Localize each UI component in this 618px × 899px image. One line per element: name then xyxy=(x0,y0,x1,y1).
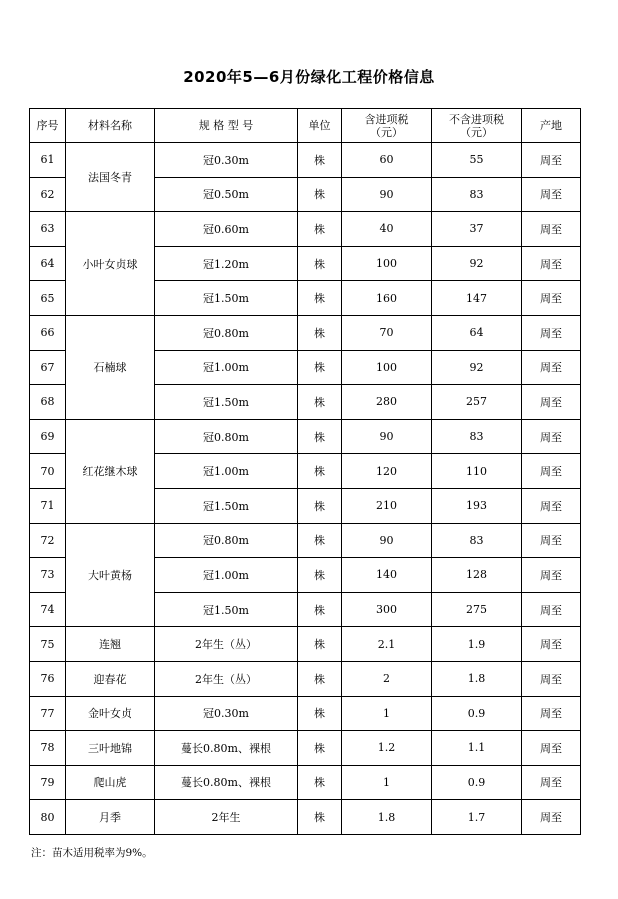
header-unit: 单位 xyxy=(298,109,342,143)
cell-price-notax: 128 xyxy=(432,558,522,593)
table-header-row xyxy=(30,109,581,143)
cell-price-notax: 275 xyxy=(432,592,522,627)
cell-seq: 64 xyxy=(30,246,66,281)
cell-origin: 周至 xyxy=(522,143,581,178)
cell-spec: 蔓长0.80m、裸根 xyxy=(155,731,298,766)
cell-spec: 冠1.00m xyxy=(155,454,298,489)
cell-origin: 周至 xyxy=(522,765,581,800)
cell-price-tax: 160 xyxy=(342,281,432,316)
cell-spec: 冠0.80m xyxy=(155,419,298,454)
cell-spec: 2年生 xyxy=(155,800,298,835)
cell-unit: 株 xyxy=(298,523,342,558)
cell-price-notax: 257 xyxy=(432,385,522,420)
cell-spec: 冠1.50m xyxy=(155,592,298,627)
table-row xyxy=(30,523,581,558)
cell-origin: 周至 xyxy=(522,488,581,523)
cell-unit: 株 xyxy=(298,212,342,247)
cell-seq: 74 xyxy=(30,592,66,627)
cell-seq: 70 xyxy=(30,454,66,489)
cell-price-tax: 100 xyxy=(342,350,432,385)
cell-price-notax: 83 xyxy=(432,177,522,212)
header-price-tax-line1: 含进项税 xyxy=(364,112,409,126)
cell-seq: 71 xyxy=(30,488,66,523)
cell-price-tax: 90 xyxy=(342,523,432,558)
cell-name: 法国冬青 xyxy=(66,143,155,212)
cell-spec: 冠1.50m xyxy=(155,385,298,420)
cell-seq: 63 xyxy=(30,212,66,247)
table-row xyxy=(30,696,581,731)
cell-seq: 77 xyxy=(30,696,66,731)
cell-origin: 周至 xyxy=(522,246,581,281)
cell-price-notax: 0.9 xyxy=(432,696,522,731)
cell-seq: 62 xyxy=(30,177,66,212)
cell-seq: 67 xyxy=(30,350,66,385)
cell-unit: 株 xyxy=(298,419,342,454)
cell-name: 大叶黄杨 xyxy=(66,523,155,627)
cell-origin: 周至 xyxy=(522,454,581,489)
cell-unit: 株 xyxy=(298,627,342,662)
cell-unit: 株 xyxy=(298,696,342,731)
cell-unit: 株 xyxy=(298,488,342,523)
cell-seq: 69 xyxy=(30,419,66,454)
table-row xyxy=(30,765,581,800)
table-row xyxy=(30,661,581,696)
header-price-notax-line2: （元） xyxy=(460,125,493,139)
cell-price-tax: 1 xyxy=(342,765,432,800)
cell-spec: 冠1.50m xyxy=(155,488,298,523)
cell-seq: 79 xyxy=(30,765,66,800)
cell-price-tax: 100 xyxy=(342,246,432,281)
table-row xyxy=(30,800,581,835)
cell-price-notax: 193 xyxy=(432,488,522,523)
cell-seq: 65 xyxy=(30,281,66,316)
header-spec: 规 格 型 号 xyxy=(155,109,298,143)
header-name: 材料名称 xyxy=(66,109,155,143)
header-price-notax xyxy=(432,109,522,143)
cell-unit: 株 xyxy=(298,731,342,766)
cell-price-tax: 140 xyxy=(342,558,432,593)
cell-unit: 株 xyxy=(298,143,342,178)
cell-seq: 61 xyxy=(30,143,66,178)
cell-origin: 周至 xyxy=(522,696,581,731)
cell-unit: 株 xyxy=(298,592,342,627)
cell-price-tax: 120 xyxy=(342,454,432,489)
cell-seq: 66 xyxy=(30,315,66,350)
cell-origin: 周至 xyxy=(522,523,581,558)
cell-name: 迎春花 xyxy=(66,661,155,696)
cell-spec: 冠0.50m xyxy=(155,177,298,212)
cell-name: 连翘 xyxy=(66,627,155,662)
cell-price-notax: 1.7 xyxy=(432,800,522,835)
cell-spec: 蔓长0.80m、裸根 xyxy=(155,765,298,800)
cell-price-tax: 60 xyxy=(342,143,432,178)
cell-name: 月季 xyxy=(66,800,155,835)
cell-price-notax: 37 xyxy=(432,212,522,247)
cell-spec: 2年生（丛） xyxy=(155,627,298,662)
cell-price-tax: 210 xyxy=(342,488,432,523)
cell-price-tax: 2.1 xyxy=(342,627,432,662)
cell-unit: 株 xyxy=(298,177,342,212)
cell-spec: 冠0.60m xyxy=(155,212,298,247)
cell-price-tax: 1 xyxy=(342,696,432,731)
header-price-notax-line1: 不含进项税 xyxy=(449,112,504,126)
cell-spec: 冠0.30m xyxy=(155,696,298,731)
cell-unit: 株 xyxy=(298,765,342,800)
cell-origin: 周至 xyxy=(522,558,581,593)
header-seq: 序号 xyxy=(30,109,66,143)
cell-origin: 周至 xyxy=(522,661,581,696)
cell-price-tax: 1.2 xyxy=(342,731,432,766)
cell-unit: 株 xyxy=(298,800,342,835)
cell-unit: 株 xyxy=(298,315,342,350)
cell-origin: 周至 xyxy=(522,281,581,316)
cell-spec: 冠1.50m xyxy=(155,281,298,316)
cell-price-tax: 300 xyxy=(342,592,432,627)
cell-origin: 周至 xyxy=(522,385,581,420)
cell-price-tax: 90 xyxy=(342,177,432,212)
cell-price-tax: 70 xyxy=(342,315,432,350)
cell-unit: 株 xyxy=(298,281,342,316)
cell-origin: 周至 xyxy=(522,627,581,662)
cell-origin: 周至 xyxy=(522,315,581,350)
cell-price-notax: 55 xyxy=(432,143,522,178)
cell-price-notax: 147 xyxy=(432,281,522,316)
cell-seq: 73 xyxy=(30,558,66,593)
table-row xyxy=(30,143,581,178)
cell-seq: 75 xyxy=(30,627,66,662)
cell-spec: 冠0.80m xyxy=(155,523,298,558)
cell-unit: 株 xyxy=(298,246,342,281)
cell-spec: 冠0.80m xyxy=(155,315,298,350)
cell-spec: 2年生（丛） xyxy=(155,661,298,696)
cell-name: 三叶地锦 xyxy=(66,731,155,766)
cell-origin: 周至 xyxy=(522,419,581,454)
table-row xyxy=(30,212,581,247)
cell-unit: 株 xyxy=(298,558,342,593)
cell-name: 红花继木球 xyxy=(66,419,155,523)
cell-price-notax: 83 xyxy=(432,419,522,454)
cell-seq: 80 xyxy=(30,800,66,835)
cell-price-notax: 92 xyxy=(432,246,522,281)
cell-price-tax: 2 xyxy=(342,661,432,696)
cell-price-notax: 1.1 xyxy=(432,731,522,766)
table-row xyxy=(30,731,581,766)
cell-price-tax: 90 xyxy=(342,419,432,454)
cell-origin: 周至 xyxy=(522,731,581,766)
cell-price-tax: 1.8 xyxy=(342,800,432,835)
cell-origin: 周至 xyxy=(522,177,581,212)
cell-origin: 周至 xyxy=(522,592,581,627)
cell-seq: 76 xyxy=(30,661,66,696)
cell-price-notax: 92 xyxy=(432,350,522,385)
header-price-tax xyxy=(342,109,432,143)
cell-price-notax: 83 xyxy=(432,523,522,558)
table-row xyxy=(30,419,581,454)
cell-unit: 株 xyxy=(298,454,342,489)
cell-origin: 周至 xyxy=(522,212,581,247)
cell-price-tax: 40 xyxy=(342,212,432,247)
cell-unit: 株 xyxy=(298,350,342,385)
cell-seq: 68 xyxy=(30,385,66,420)
cell-origin: 周至 xyxy=(522,800,581,835)
cell-price-notax: 1.9 xyxy=(432,627,522,662)
cell-unit: 株 xyxy=(298,661,342,696)
price-table xyxy=(29,108,581,835)
cell-seq: 72 xyxy=(30,523,66,558)
table-row xyxy=(30,315,581,350)
page-title: 2020年5—6月份绿化工程价格信息 xyxy=(183,68,435,86)
cell-price-notax: 110 xyxy=(432,454,522,489)
cell-name: 小叶女贞球 xyxy=(66,212,155,316)
cell-price-tax: 280 xyxy=(342,385,432,420)
cell-price-notax: 0.9 xyxy=(432,765,522,800)
table-row xyxy=(30,627,581,662)
cell-origin: 周至 xyxy=(522,350,581,385)
cell-name: 石楠球 xyxy=(66,315,155,419)
cell-spec: 冠1.20m xyxy=(155,246,298,281)
cell-price-notax: 64 xyxy=(432,315,522,350)
cell-spec: 冠1.00m xyxy=(155,558,298,593)
cell-name: 爬山虎 xyxy=(66,765,155,800)
footnote: 注：苗木适用税率为9%。 xyxy=(31,847,153,859)
header-price-tax-line2: （元） xyxy=(370,125,403,139)
cell-price-notax: 1.8 xyxy=(432,661,522,696)
cell-seq: 78 xyxy=(30,731,66,766)
cell-spec: 冠0.30m xyxy=(155,143,298,178)
header-origin: 产地 xyxy=(522,109,581,143)
cell-name: 金叶女贞 xyxy=(66,696,155,731)
cell-spec: 冠1.00m xyxy=(155,350,298,385)
cell-unit: 株 xyxy=(298,385,342,420)
